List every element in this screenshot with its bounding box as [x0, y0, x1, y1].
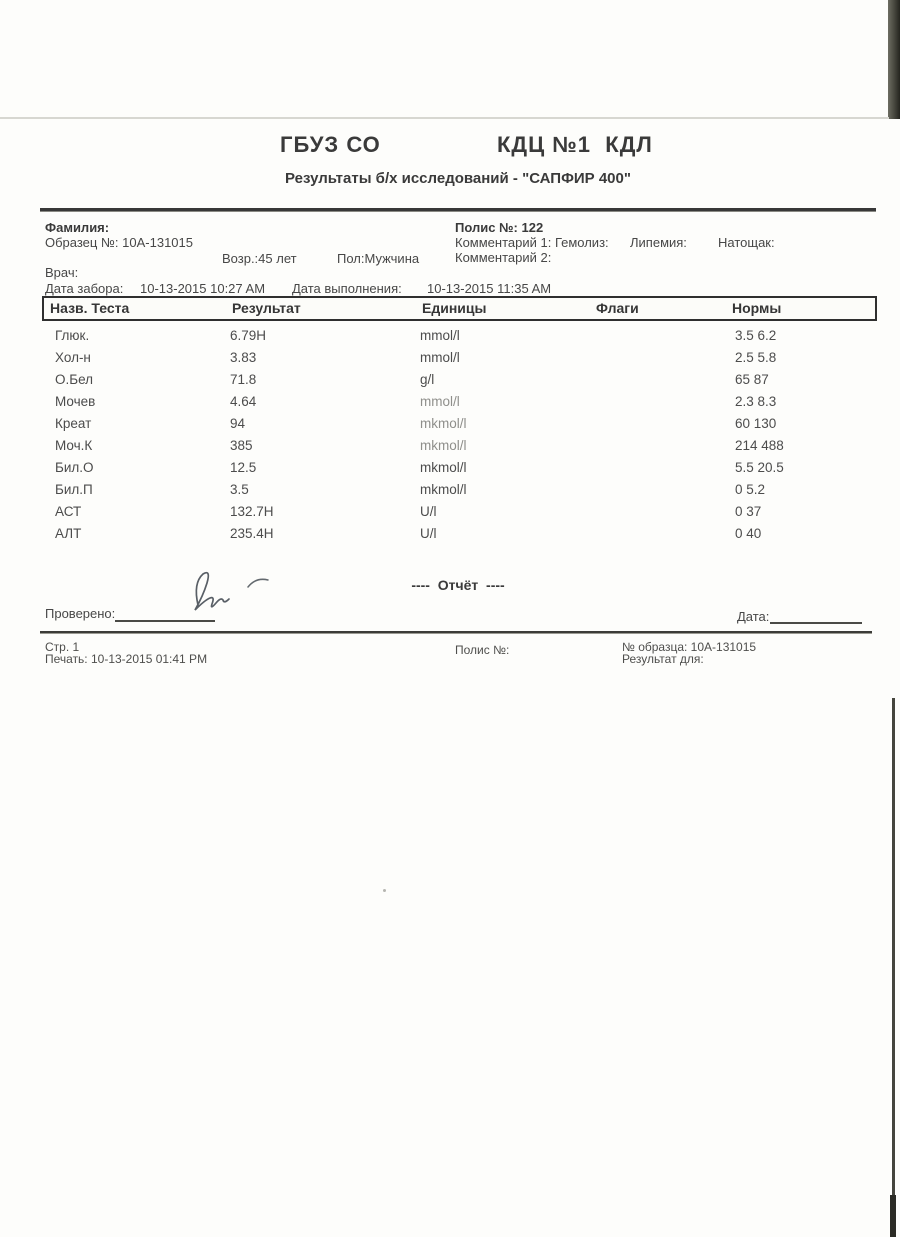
- print-timestamp: Печать: 10-13-2015 01:41 PM: [45, 652, 208, 666]
- cell-norms: 60 130: [735, 416, 777, 431]
- org-title: ГБУЗ СО: [280, 132, 381, 157]
- cell-norms: 2.5 5.8: [735, 350, 777, 365]
- cell-units: mkmol/l: [420, 482, 467, 497]
- cell-norms: 0 37: [735, 504, 762, 519]
- checked-label: Проверено:: [45, 606, 116, 621]
- col-header-result: Результат: [232, 300, 301, 316]
- col-header-flags: Флаги: [596, 300, 639, 316]
- cell-test-name: Мочев: [55, 394, 96, 409]
- surname-label: Фамилия:: [45, 220, 110, 235]
- cell-result: 71.8: [230, 372, 257, 387]
- date-label: Дата:: [737, 609, 770, 624]
- date-line: [770, 622, 862, 624]
- cell-result: 94: [230, 416, 246, 431]
- table-row: [40, 460, 876, 482]
- table-row: [40, 372, 876, 394]
- cell-result: 385: [230, 438, 253, 453]
- col-header-norms: Нормы: [732, 300, 782, 316]
- cell-norms: 2.3 8.3: [735, 394, 777, 409]
- footer-divider: [40, 631, 872, 634]
- table-row: [40, 526, 876, 548]
- scan-speck: [383, 889, 386, 892]
- cell-units: U/l: [420, 526, 437, 541]
- lipemia-label: Липемия:: [630, 235, 687, 250]
- header-divider: [40, 208, 876, 212]
- cell-result: 235.4Н: [230, 526, 274, 541]
- cell-units: U/l: [420, 504, 437, 519]
- cell-units: mmol/l: [420, 394, 460, 409]
- cell-test-name: О.Бел: [55, 372, 94, 387]
- col-header-test-name: Назв. Теста: [50, 300, 130, 316]
- cell-result: 12.5: [230, 460, 257, 475]
- table-row: [40, 350, 876, 372]
- table-row: [40, 328, 876, 350]
- cell-units: mmol/l: [420, 328, 460, 343]
- sex-value: Пол:Мужчина: [337, 251, 420, 266]
- cell-norms: 214 488: [735, 438, 784, 453]
- table-row: [40, 438, 876, 460]
- dept-title: КДЦ №1 КДЛ: [497, 132, 653, 157]
- paper-top-edge: [0, 117, 889, 119]
- report-subtitle: Результаты б/х исследований - "САПФИР 400": [285, 170, 631, 187]
- doctor-label: Врач:: [45, 265, 79, 280]
- footer-sample-number: № образца: 10А-131015: [622, 640, 757, 654]
- cell-test-name: Креат: [55, 416, 92, 431]
- cell-norms: 3.5 6.2: [735, 328, 777, 343]
- cell-test-name: Бил.П: [55, 482, 93, 497]
- report-section-title: ---- Отчёт ----: [411, 577, 505, 593]
- table-row: [40, 482, 876, 504]
- table-row: [40, 504, 876, 526]
- policy-number: Полис №: 122: [455, 220, 544, 235]
- table-header-row: [42, 296, 877, 321]
- cell-test-name: АЛТ: [55, 526, 82, 541]
- draw-date-value: 10-13-2015 10:27 AM: [140, 281, 266, 296]
- cell-units: mkmol/l: [420, 438, 467, 453]
- scan-edge-right-line: [892, 698, 895, 1237]
- cell-units: g/l: [420, 372, 435, 387]
- fasting-label: Натощак:: [718, 235, 775, 250]
- cell-units: mkmol/l: [420, 416, 467, 431]
- handwritten-signature: [180, 563, 310, 618]
- cell-test-name: Бил.О: [55, 460, 94, 475]
- cell-norms: 65 87: [735, 372, 769, 387]
- cell-test-name: Хол-н: [55, 350, 91, 365]
- cell-units: mkmol/l: [420, 460, 467, 475]
- checked-signature-line: [115, 620, 215, 622]
- comment1-label: Комментарий 1: Гемолиз:: [455, 235, 609, 250]
- scan-edge-top-right: [888, 0, 900, 119]
- footer-result-for-label: Результат для:: [622, 652, 704, 666]
- cell-test-name: АСТ: [55, 504, 82, 519]
- cell-result: 132.7Н: [230, 504, 274, 519]
- cell-units: mmol/l: [420, 350, 460, 365]
- cell-result: 3.83: [230, 350, 257, 365]
- sample-number: Образец №: 10А-131015: [45, 235, 193, 250]
- page-number: Стр. 1: [45, 640, 80, 654]
- cell-norms: 0 40: [735, 526, 762, 541]
- cell-result: 4.64: [230, 394, 257, 409]
- draw-date-label: Дата забора:: [45, 281, 124, 296]
- exec-date-value: 10-13-2015 11:35 AM: [427, 281, 552, 296]
- age-value: Возр.:45 лет: [222, 251, 297, 266]
- cell-result: 6.79Н: [230, 328, 267, 343]
- table-row: [40, 416, 876, 438]
- cell-test-name: Глюк.: [55, 328, 90, 343]
- col-header-units: Единицы: [422, 300, 487, 316]
- comment2-label: Комментарий 2:: [455, 250, 552, 265]
- cell-norms: 0 5.2: [735, 482, 766, 497]
- table-row: [40, 394, 876, 416]
- cell-norms: 5.5 20.5: [735, 460, 784, 475]
- footer-policy-label: Полис №:: [455, 643, 510, 657]
- cell-test-name: Моч.К: [55, 438, 93, 453]
- cell-result: 3.5: [230, 482, 249, 497]
- exec-date-label: Дата выполнения:: [292, 281, 402, 296]
- scan-edge-right-bottom: [890, 1195, 896, 1237]
